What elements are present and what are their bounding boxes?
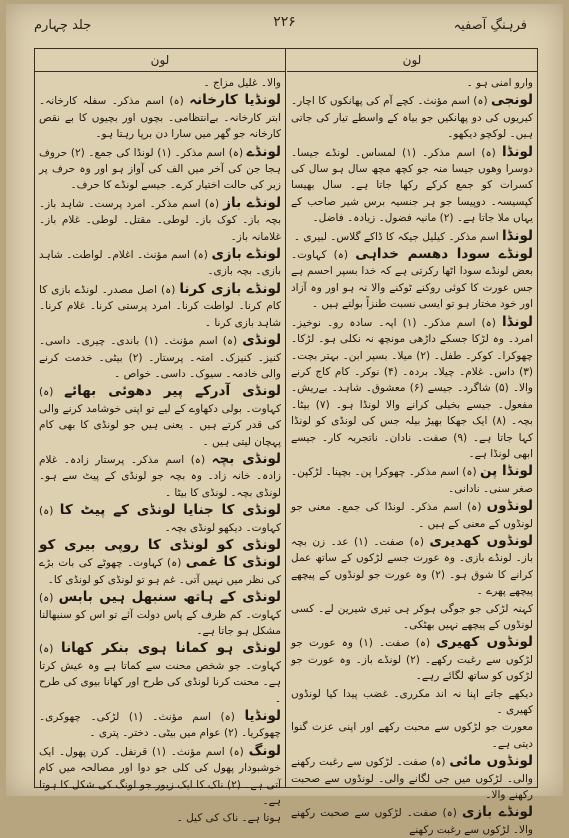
entry-definition: معورت جو لڑکوں سے محبت رکھے اور اپنی عزت گنوا دیتی ہے۔: [291, 721, 533, 750]
volume-label: جلد چہارم: [34, 18, 92, 33]
dictionary-entry: [291, 634, 533, 684]
dictionary-entry: [291, 92, 533, 142]
entry-headword: لونڈے بازی کرنا: [179, 280, 281, 297]
entry-headword: لونڈی آدرکے پیر دھوئی بھائے: [64, 383, 282, 400]
right-column-heading: لون: [287, 49, 537, 72]
entry-definition: (ہ) کہاوت۔ بعض لونڈے سودا اٹھا رکرتی ہے کہ خدا بسپر احسم ہے جس عورت کا کوئی روکنے ٹوکنے والا نہ ہو اور وہ آزاد اور خود مختار ہو تو ایسی نسبت طنزاً بولتے ہیں ۔: [291, 249, 533, 311]
page-header: [6, 12, 563, 42]
entry-headword: لونڈوں کھیری: [436, 634, 533, 651]
dictionary-entry: [39, 383, 281, 450]
entry-headword: لونڈے بازی: [211, 246, 281, 263]
entry-definition: ہوتا ہے۔ ناک کی کیل ۔: [176, 812, 281, 825]
dictionary-entry: [291, 533, 533, 600]
entry-definition: وارو امنی ہو ۔: [466, 77, 533, 89]
entry-definition: (ہ) اسم مذکر۔ (۱) لونڈا کی جمع۔ (۲) حروف ہجا جن کی آخر میں الف کی آواز ہو اور وہ حرف پر زبر کی حالت اختیار کرے۔ جیسے لونڈے کا حرف۔: [39, 146, 281, 192]
entry-headword: لونڈے: [246, 143, 281, 160]
book-title: فرہنگِ آصفیہ: [453, 18, 527, 33]
entry-definition: (ہ) اسم مؤنث۔ (۱) باندی۔ چیری۔ داسی۔ کنیز۔ کنیزک۔ امتہ۔ پرستار۔ (۲) بیٹی۔ خدمت کرنے والی خادمہ۔ سیوک۔ داسی۔ خواص ۔: [39, 335, 281, 380]
entry-headword: لونڈوں: [486, 498, 533, 515]
entry-definition: (ہ) اسم مؤنث۔ اغلام۔ لواطت۔ شاہد بازی۔ بچہ بازی۔: [39, 249, 281, 278]
dictionary-entry: [39, 332, 281, 382]
entry-definition: دیکھے جاتے اپنا نہ اند مکرری۔ غضب پیدا کیا لونڈوں کھیری ۔: [291, 687, 533, 717]
entry-headword: لونڈی کا جنایا لونڈی کے پیٹ کا: [59, 502, 281, 519]
dictionary-entry: [291, 228, 533, 245]
dictionary-entry: [291, 719, 533, 752]
dictionary-entry: [39, 246, 281, 280]
dictionary-entry: [291, 753, 533, 803]
entry-headword: لونگ: [248, 742, 281, 759]
dictionary-entry: [39, 589, 281, 639]
dictionary-entry: [39, 451, 281, 501]
entry-definition: (ہ) کہاوت۔ جو شخص محنت سے کماتا ہے وہ عیش کرتا ہے۔ محنت کرنا لونڈی کی طرح اور کھانا بیوی کی طرح ۔: [39, 643, 281, 705]
entry-headword: لونڈی ہو کمانا ہوی بنکر کھانا: [61, 640, 281, 657]
entry-definition: (ہ) اسم مذکر۔ سفلہ کارخانہ۔ ابتر کارخانہ۔ بےانتظامی۔ بچوں اور بچیوں کا بے نقص کارخانہ جو گھر میں سارا دن برپا رہتا ہو۔: [39, 95, 281, 141]
entry-headword: لونڈا: [501, 227, 533, 244]
dictionary-entry: [291, 75, 533, 91]
entry-headword: لونڈیا: [244, 708, 281, 725]
dictionary-page: [6, 4, 563, 836]
dictionary-entry: [39, 75, 281, 91]
dictionary-entry: [291, 804, 533, 838]
entry-definition: (ہ) اسم مذکر۔ لونڈا کی جمع۔ معنی جو لونڈوں کے معنی کے ہیں ۔: [291, 501, 533, 530]
entry-headword: لونڈی بچہ: [211, 450, 282, 467]
entry-headword: لونڈے سودا دھسم خداہی: [355, 246, 533, 263]
entry-headword: لونڈے بازی: [461, 804, 533, 821]
entry-headword: لونڈا: [501, 313, 533, 330]
dictionary-entry: [39, 640, 281, 707]
entry-definition: اسم مذکر۔ کیلیل جیکہ کا ڈاکے گلاس۔ لبیری ۔: [293, 230, 499, 243]
dictionary-entry: [39, 281, 281, 331]
entry-headword: لونجی: [491, 92, 533, 109]
dictionary-entry: [291, 498, 533, 532]
entry-definition: (ہ) صفت۔ لڑکوں سے صحبت رکھنے والا۔ لڑکوں سے رغبت رکھنے: [291, 807, 533, 836]
entry-headword: لونڈے باز: [223, 194, 282, 211]
entry-headword: لونڈوں کھدیری: [429, 532, 533, 549]
dictionary-entry: [39, 502, 281, 536]
dictionary-entry: [39, 810, 281, 826]
entry-headword: لونڈی: [242, 332, 282, 349]
entry-definition: (ہ) اسم مؤنث۔ (۱) لڑکی۔ چھوکری۔ چھوکریا۔ (۲) عوام میں بیٹی۔ دختر۔ پتری ۔: [39, 711, 281, 740]
dictionary-entry: [291, 601, 533, 634]
entry-definition: (ہ) کہاوت۔ بولی دکھاوے کے لیے تو اپنی خوشامد کرنے والی کی قدر کرتے ہیں ۔ یعنی ہیں جو لونڈی کا بھی کام پہچان لیتی ہیں ۔: [39, 386, 281, 448]
dictionary-entry: [39, 92, 281, 142]
left-column: [39, 75, 282, 825]
entry-definition: (ہ) اسم مؤنث۔ (۱) قرنفل۔ کرن پھول۔ ایک خوشبودار پھول کی کلی جو دوا اور مصالحہ میں کام آتی ہے۔ (۲) ناک کا ایک زیور جو لونگ کی شکل کا ہوتا ہے۔: [39, 745, 281, 808]
dictionary-entry: [291, 246, 533, 313]
entry-headword: لونڈی کو لونڈی کا روپی بیری کو لونڈی کا غمی: [39, 536, 281, 571]
dictionary-entry: [39, 708, 281, 742]
dictionary-entry: [291, 144, 533, 227]
entry-definition: (ہ) اسم مذکر۔ (۱) لمساس۔ لونڈے جیسا۔ دوسرا وھوں جیسا منہ جو کچھ مچھ سال ہو سال کی کسرات کو جمع کرکے رکھا جاتا ہے۔ سال بھیسا کپسیسہ۔ دوپیسا جو ہر جنسیہ برس شیر صاحب کے یہاں ملا جاتا ہے۔ (۲) مانیہ فضول۔ زیادہ۔ فاضل۔: [291, 146, 533, 225]
entry-definition: (ہ) اصل مصدر۔ لونڈے بازی کا کام کرنا۔ لواطت کرنا۔ امرد پرستی کرنا۔ غلام کرنا۔ شاہد بازی کرنا ۔: [39, 283, 281, 329]
dictionary-entry: [39, 537, 281, 588]
entry-definition: (ہ) صفت۔ (۱) وہ عورت جو لڑکوں سے رغبت رکھے۔ (۲) لونڈے باز۔ وہ عورت جو لڑکوں کو ساتھ لگائے رہے۔: [291, 637, 533, 683]
entry-headword: لونڈا: [501, 143, 533, 160]
entry-definition: (ہ) اسم مؤنث۔ کچے آم کی پھانکوں کا اچار۔ کیریوں کی دو پھانکیں جو بیاہ کے واسطے تیار کی جاتی ہیں۔ لوکچو دیکھو۔: [291, 95, 533, 141]
entry-definition: (ہ) اسم مذکر۔ پرستار زادہ۔ غلام زادہ۔ خانہ زاد۔ وہ بچہ جو لونڈی کے پیٹ سے ہو۔ لونڈی بچہ۔ لونڈی کا بیٹا ۔: [39, 453, 281, 499]
dictionary-entry: [291, 686, 533, 719]
entry-headword: لونڈا پن: [480, 463, 533, 480]
entry-definition: (ہ) اسم مذکر۔ چھوکرا پن۔ بچپنا۔ لڑکپن۔ صغر سنی۔ نادانی۔: [291, 466, 533, 495]
entry-definition: (ہ) اسم مذکر۔ امرد پرست۔ شاہد باز۔ بچہ باز۔ کوک باز۔ لوطی۔ مقتل۔ لوطی۔ غلام باز۔ غلامانہ باز۔: [39, 197, 281, 243]
entry-definition: (ہ) صفت۔ (۱) عد۔ زن بچہ باز۔ لونڈے بازی۔ وہ عورت جسے لڑکوں کے ساتھ عمل کرانے کا شوق ہو۔ (۲) وہ عورت جو لونڈوں کے پیچھے پیچھے پھرے ۔: [291, 535, 533, 598]
page-number: ۲۲۶: [273, 14, 296, 30]
entry-definition: (ہ) کہاوت۔ دیکھو لونڈی بچہ۔: [39, 505, 281, 534]
dictionary-entry: [291, 314, 533, 463]
entry-headword: لونڈوں مائی: [449, 753, 533, 770]
dictionary-entry: [39, 743, 281, 810]
dictionary-entry: [39, 195, 281, 245]
entry-headword: لونڈیا کارخانہ: [189, 92, 281, 109]
entry-definition: (ہ) کہاوت۔ کم ظرف کے پاس دولت آئے تو اس کو سنبھالنا مشکل ہو جاتا ہے۔: [39, 592, 281, 637]
column-divider: [285, 49, 286, 787]
right-column: [291, 75, 534, 836]
dictionary-entry: [291, 463, 533, 497]
entry-definition: (ہ) صفت۔ لڑکوں سے رغبت رکھنے والی۔ لڑکوں میں جی لگانے والی۔ لونڈوں سے صحبت رکھنے والا۔: [291, 756, 533, 802]
text-frame: [34, 48, 538, 836]
left-column-heading: لون: [35, 49, 285, 72]
dictionary-entry: [39, 144, 281, 194]
entry-definition: کہنہ لڑکی جو جوگی ہوکر ہی تیری شیرین لے۔ کسی لونڈوں کے پیچھے نہیں بھٹکی۔: [291, 602, 533, 631]
entry-definition: والا۔ غلیل مزاج ۔: [203, 77, 281, 89]
entry-definition: (ہ) اسم مذکر۔ (۱) اپہ۔ سادہ رو۔ نوخیز۔ امرد۔ وہ لڑکا جسکے داڑھی مونچھ نہ نکلی ہو۔ لڑکا۔ چھوکرا۔ کوکر۔ طفل۔ (۲) میلا۔ بسپر ابن۔ بہتر بچت۔ (۳) داس۔ غلام۔ چیلا۔ بردہ۔ (۴) نوکر۔ کام کاج کرنے والا۔ (۵) شاگرد۔ جیسے (۶) معشوق۔ شاہد۔ بےریش۔ مفعول۔ جیسے بخیلی کرانے والا لونڈا ہو۔ (۷) بیٹا۔ بچہ۔ (۸) ایک جھکا بھیڑ بیلہ جس کی لونڈی کو لونڈا کہا جاتا ہے۔ (۹) صفت۔ نادان۔ ناتجربہ کار۔ جیسے ابھی لونڈا ہے۔: [291, 316, 534, 460]
entry-headword: لونڈی کے ہاتھ سنبھل ہیں بابس: [58, 589, 281, 606]
entry-definition: (ہ) کہاوت۔ چھوٹے کی بات بڑے کی نظر میں نہیں آتی۔ غم ہو تو لونڈی کو لونڈی کا۔: [39, 557, 281, 586]
